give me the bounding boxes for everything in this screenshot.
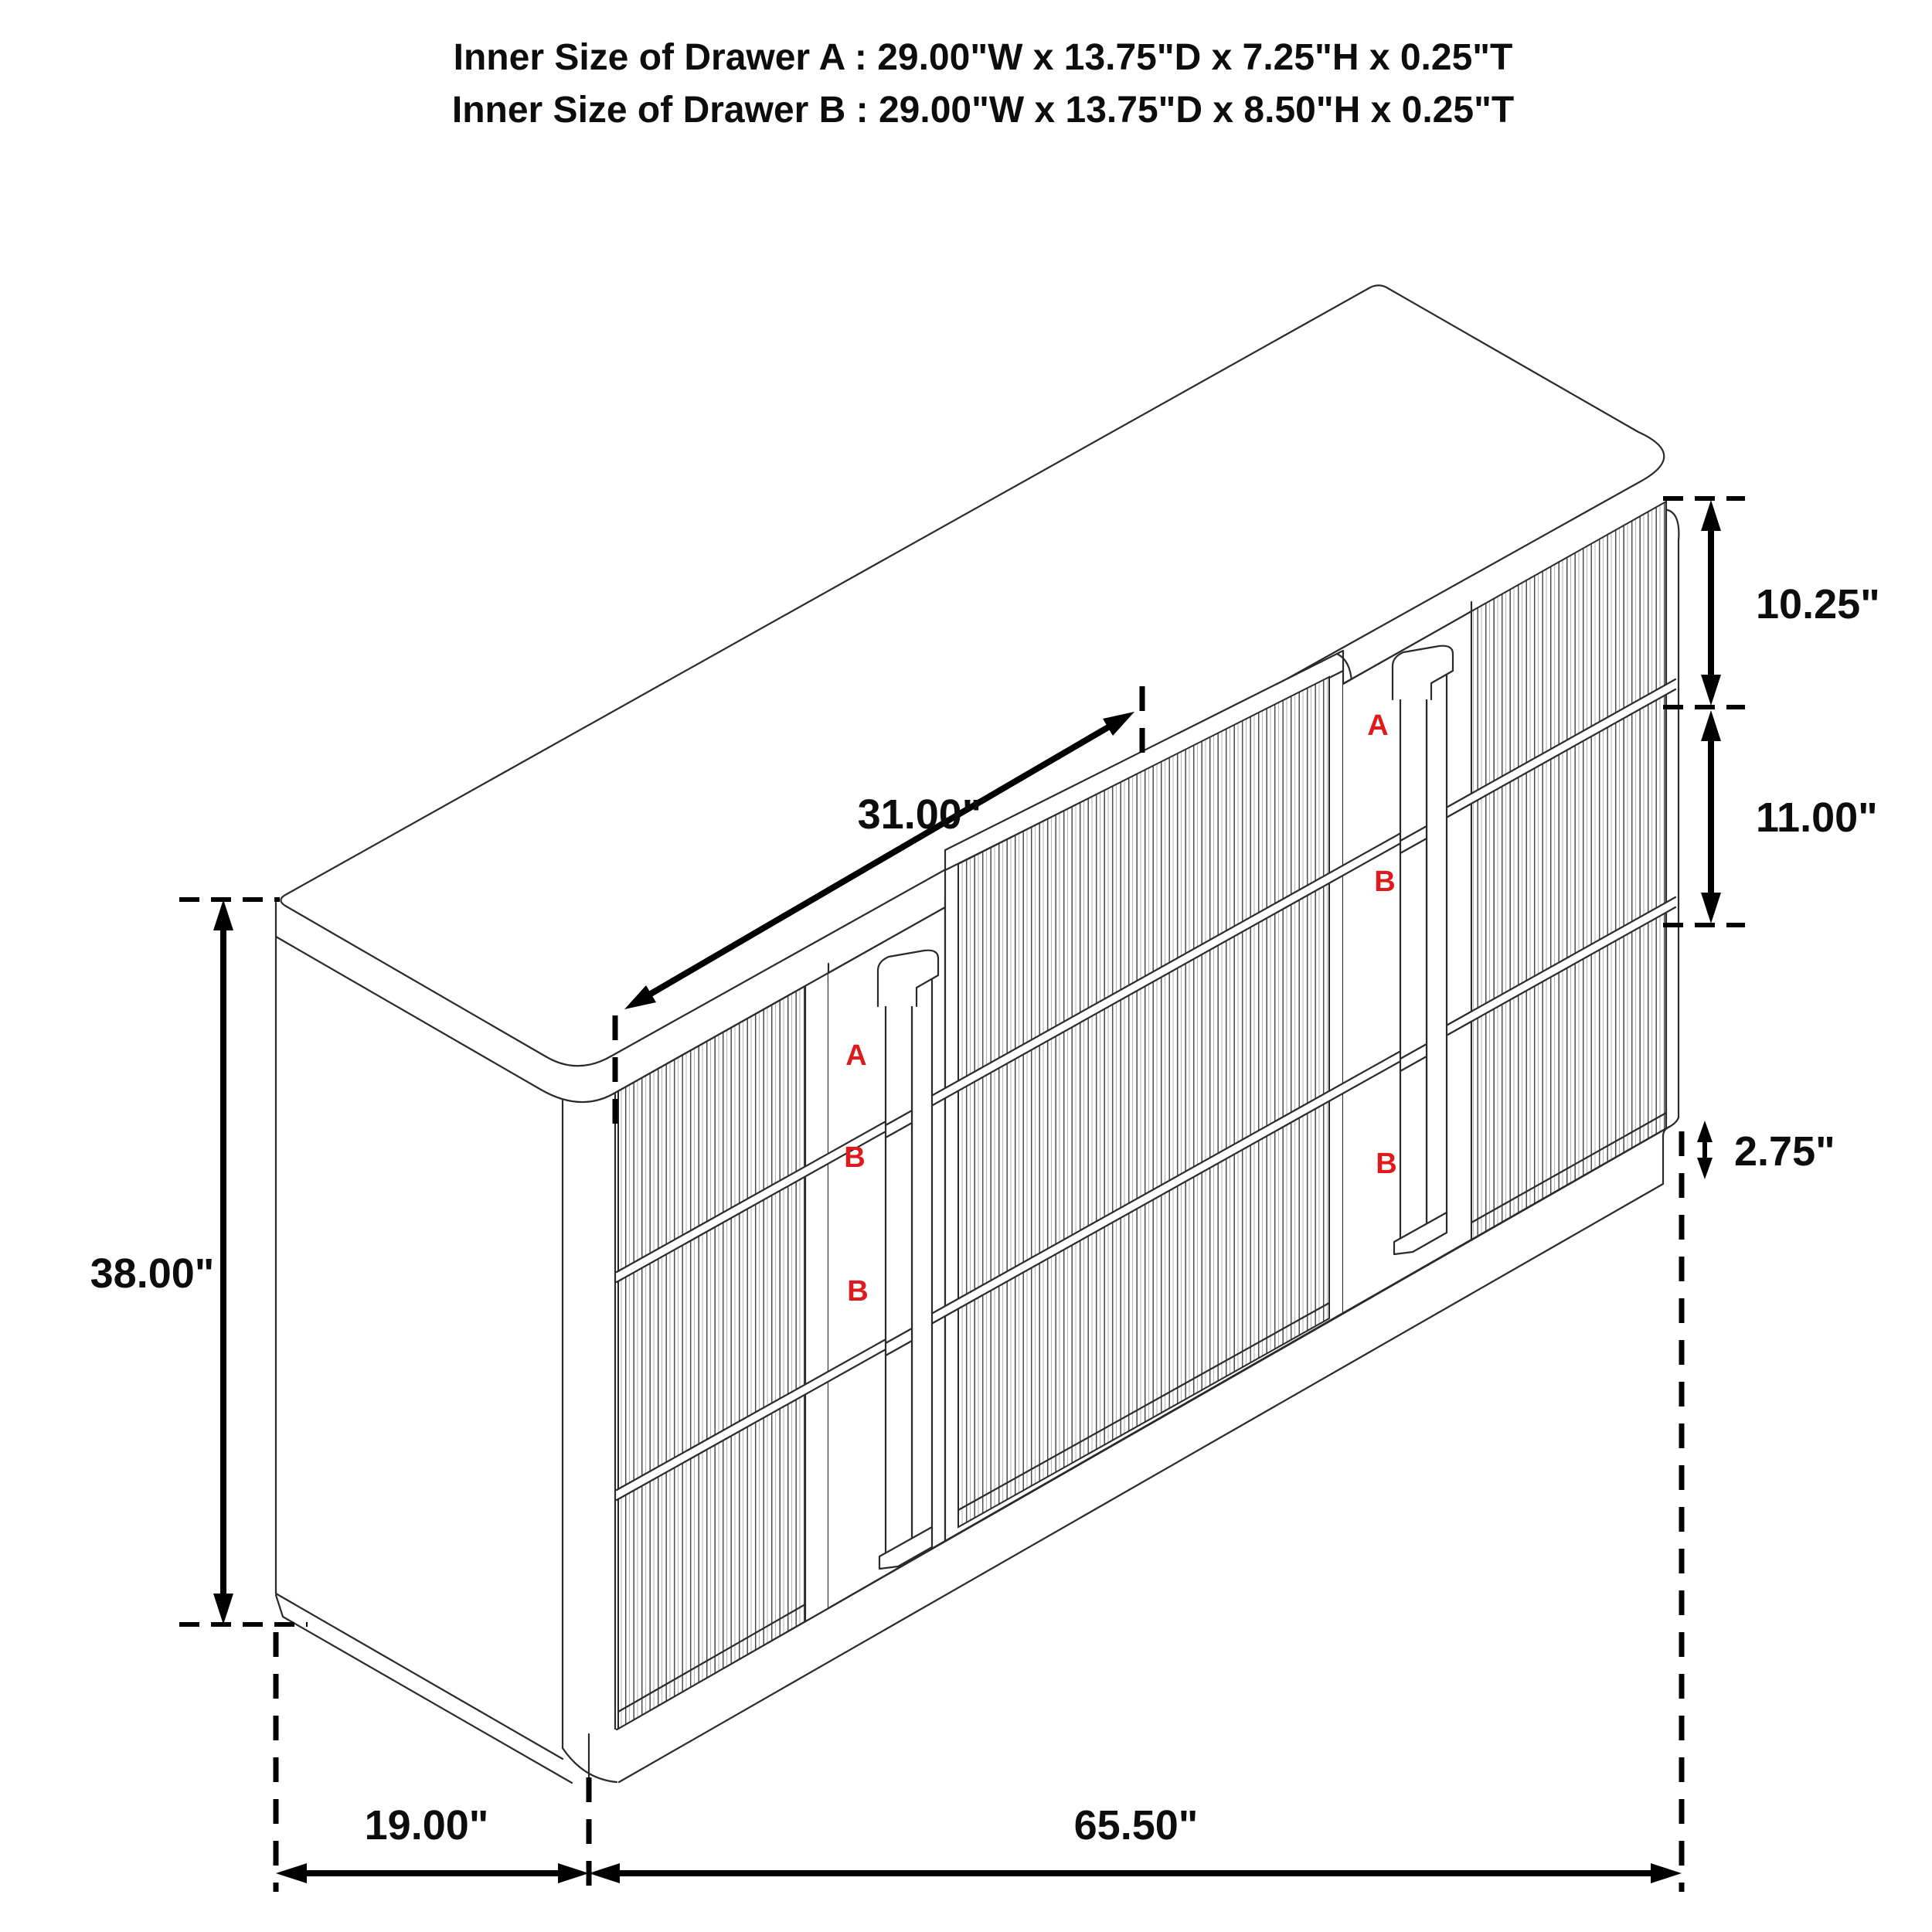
dim-total-height <box>90 900 308 1624</box>
label-right-drawer-b2: B <box>1376 1148 1397 1180</box>
dim-middle-drawer-label: 11.00" <box>1756 794 1878 841</box>
dim-depth-label: 19.00" <box>364 1802 489 1849</box>
dim-depth <box>276 1802 589 1883</box>
fluted-door-right <box>1471 502 1666 1240</box>
label-left-drawer-b1: B <box>844 1141 866 1174</box>
dim-top-drawer <box>1663 498 1880 707</box>
drawer-handle-right <box>1393 646 1453 1254</box>
dim-total-width <box>589 1802 1682 1883</box>
drawer-handle-left <box>878 951 938 1569</box>
dim-middle-drawer <box>1663 710 1878 925</box>
dim-total-width-label: 65.50" <box>1073 1802 1199 1849</box>
dim-top-drawer-label: 10.25" <box>1756 581 1880 628</box>
label-right-drawer-a: A <box>1367 709 1389 742</box>
dim-base-height <box>1697 1121 1835 1179</box>
label-right-drawer-b1: B <box>1374 866 1396 898</box>
cabinet <box>276 285 1679 1783</box>
label-left-drawer-a: A <box>845 1039 867 1072</box>
dim-total-height-label: 38.00" <box>90 1250 215 1297</box>
dim-door-width-label: 31.00" <box>857 791 982 838</box>
label-left-drawer-b2: B <box>847 1275 869 1308</box>
title-line-1: Inner Size of Drawer A : 29.00"W x 13.75"D x 7.25"H x 0.25"T <box>453 37 1513 78</box>
dim-base-height-label: 2.75" <box>1734 1128 1835 1175</box>
fluted-door-left <box>618 973 828 1729</box>
title-block <box>452 37 1514 131</box>
title-line-2: Inner Size of Drawer B : 29.00"W x 13.75"D x 8.50"H x 0.25"T <box>451 90 1515 131</box>
